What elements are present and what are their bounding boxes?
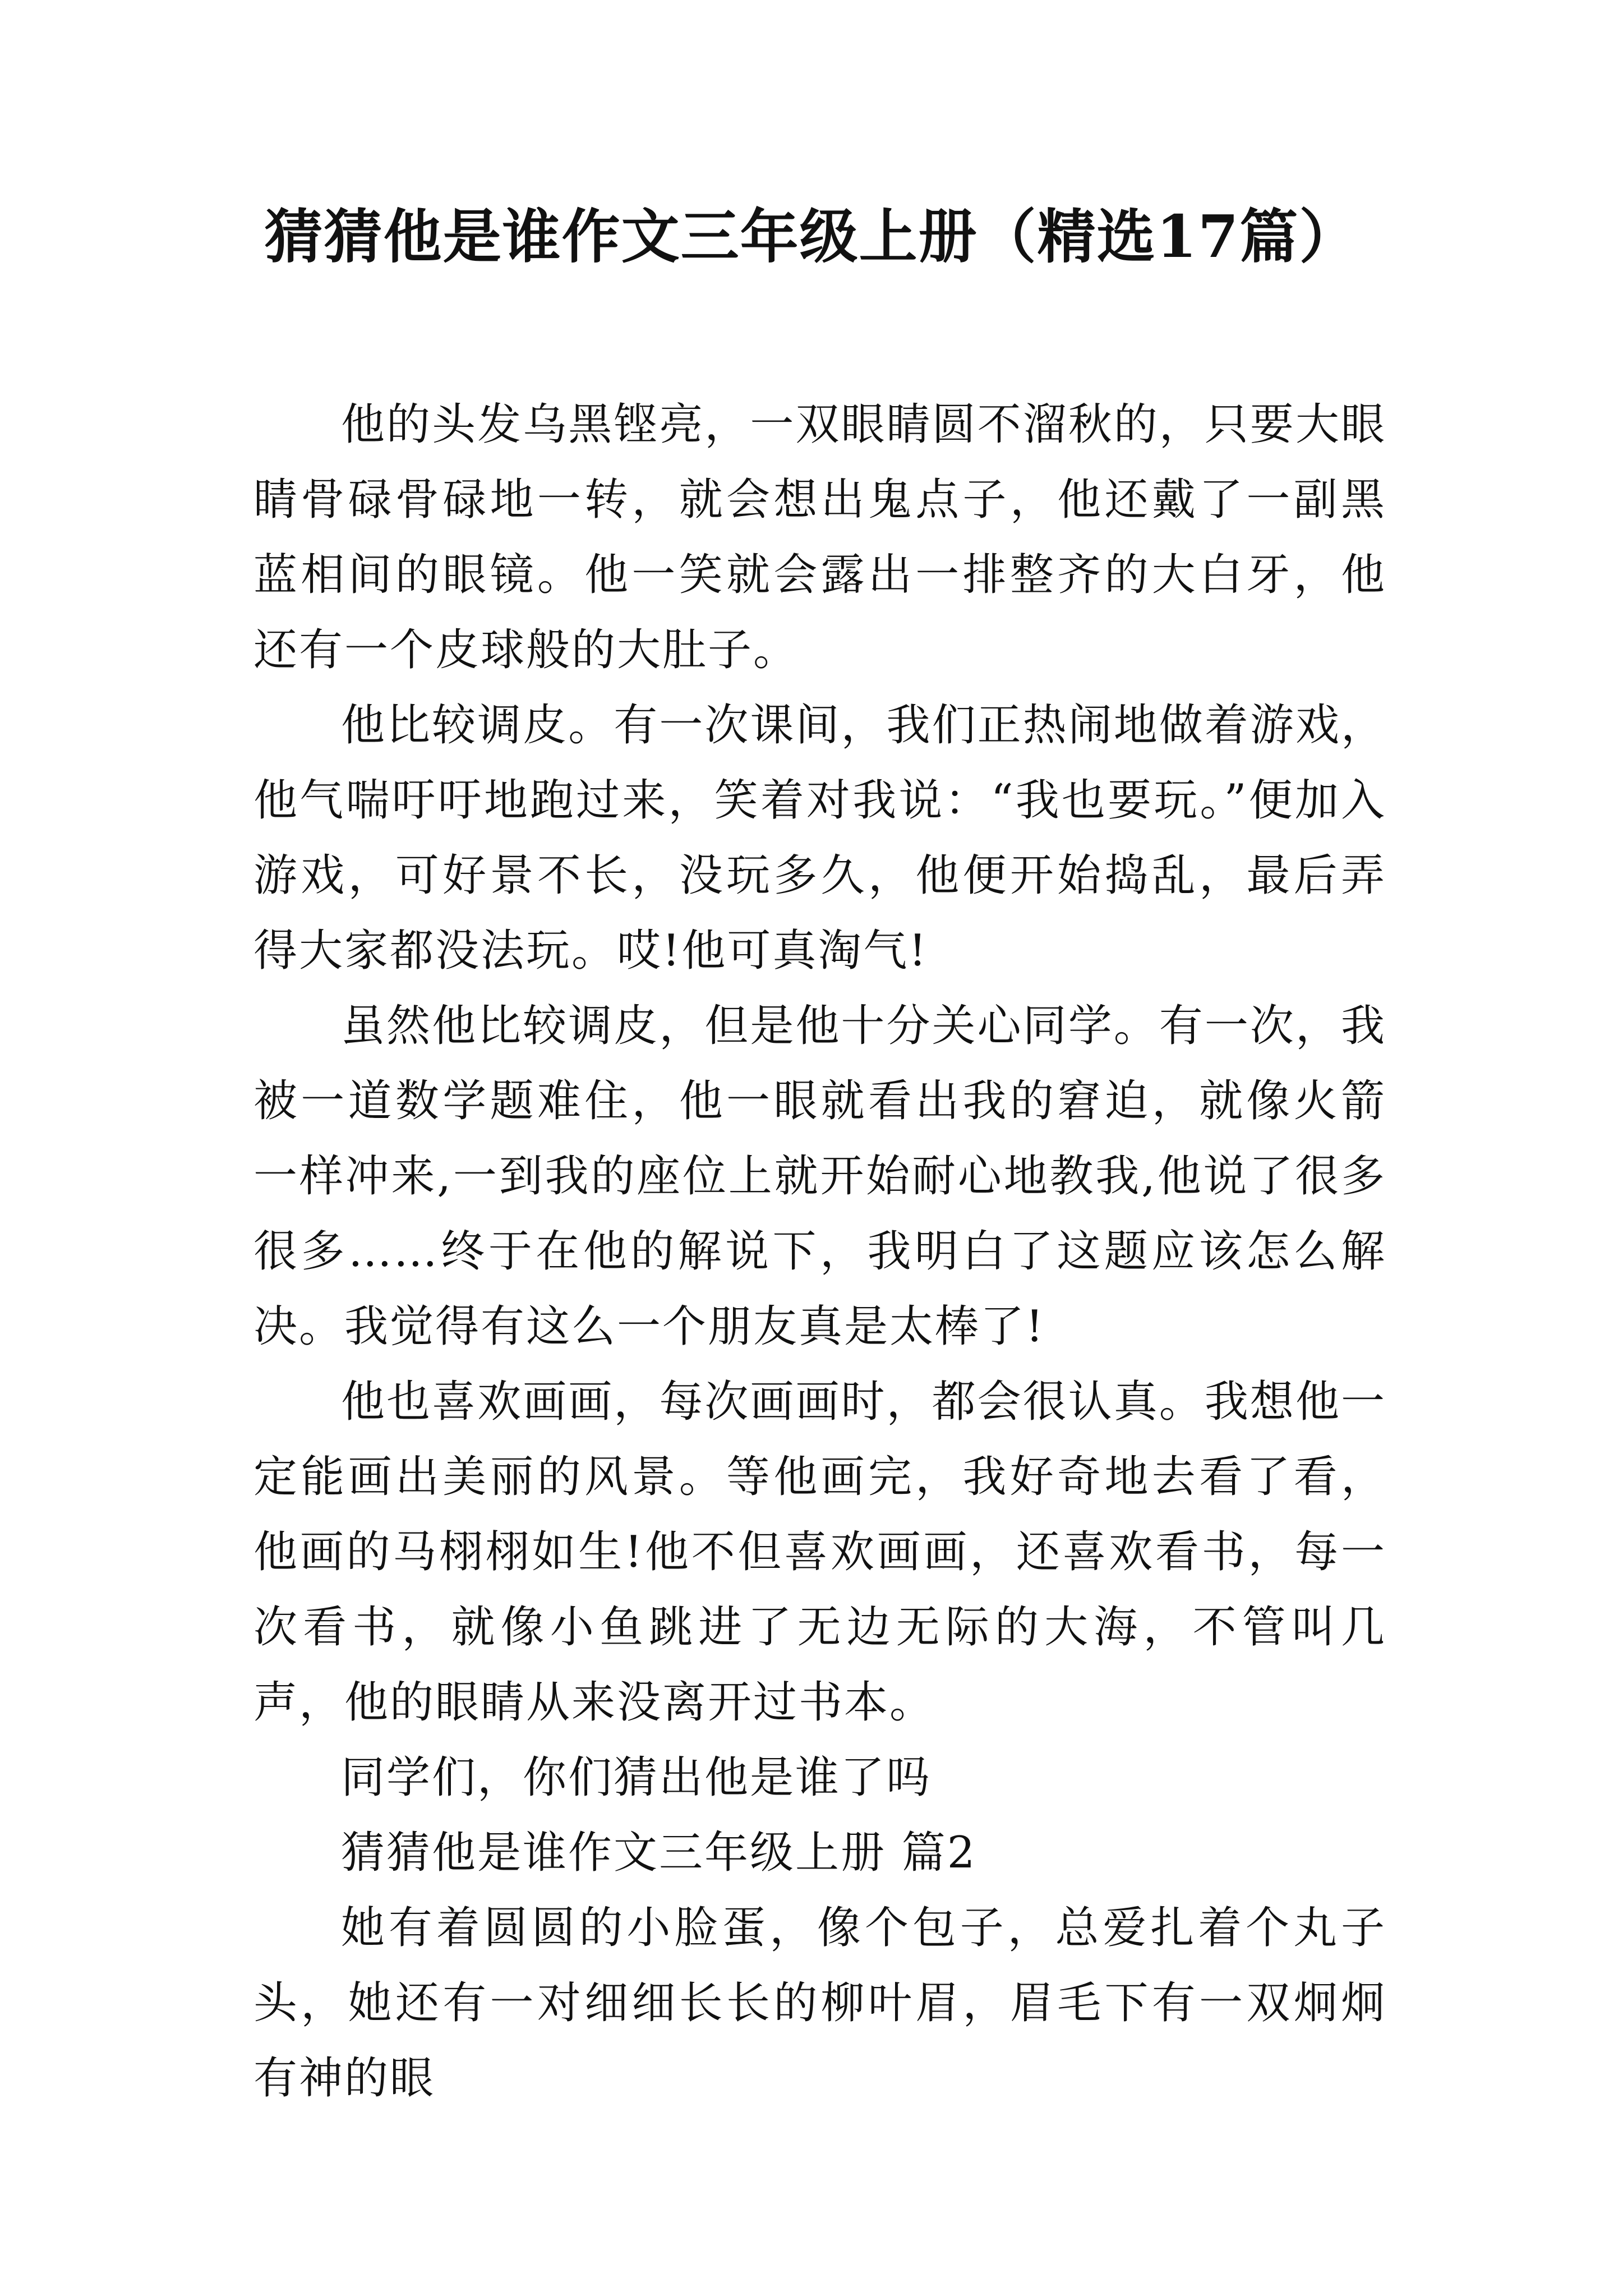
paragraph-4: 他也喜欢画画，每次画画时，都会很认真。我想他一定能画出美丽的风景。等他画完，我好奇地去看了看，他画的马栩栩如生!他不但喜欢画画，还喜欢看书，每一次看书，就像小鱼跳进了无边无际的大海，不管叫几声，他的眼睛从来没离开过书本。 bbox=[253, 1377, 1386, 1728]
document-title: 猜猜他是谁作文三年级上册（精选17篇） bbox=[264, 202, 1359, 271]
paragraph-5: 同学们，你们猜出他是谁了吗 bbox=[341, 1752, 932, 1803]
paragraph-1: 他的头发乌黑铿亮，一双眼睛圆不溜秋的，只要大眼睛骨碌骨碌地一转，就会想出鬼点子，他还戴了一副黑蓝相间的眼镜。他一笑就会露出一排整齐的大白牙，他还有一个皮球般的大肚子。 bbox=[253, 399, 1386, 675]
paragraph-2: 他比较调皮。有一次课间，我们正热闹地做着游戏，他气喘吁吁地跑过来，笑着对我说：“我也要玩。”便加入游戏，可好景不长，没玩多久，他便开始捣乱，最后弄得大家都没法玩。哎!他可真淘气! bbox=[253, 700, 1386, 976]
paragraph-3: 虽然他比较调皮，但是他十分关心同学。有一次，我被一道数学题难住，他一眼就看出我的窘迫，就像火箭一样冲来,一到我的座位上就开始耐心地教我,他说了很多很多……终于在他的解说下，我明白了这题应该怎么解决。我觉得有这么一个朋友真是太棒了! bbox=[253, 1001, 1386, 1352]
section-heading-2: 猜猜他是谁作文三年级上册 篇2 bbox=[341, 1828, 977, 1878]
document-body bbox=[253, 387, 1386, 2116]
paragraph-6: 她有着圆圆的小脸蛋，像个包子，总爱扎着个丸子头，她还有一对细细长长的柳叶眉，眉毛下有一双炯炯有神的眼 bbox=[253, 1903, 1386, 2104]
